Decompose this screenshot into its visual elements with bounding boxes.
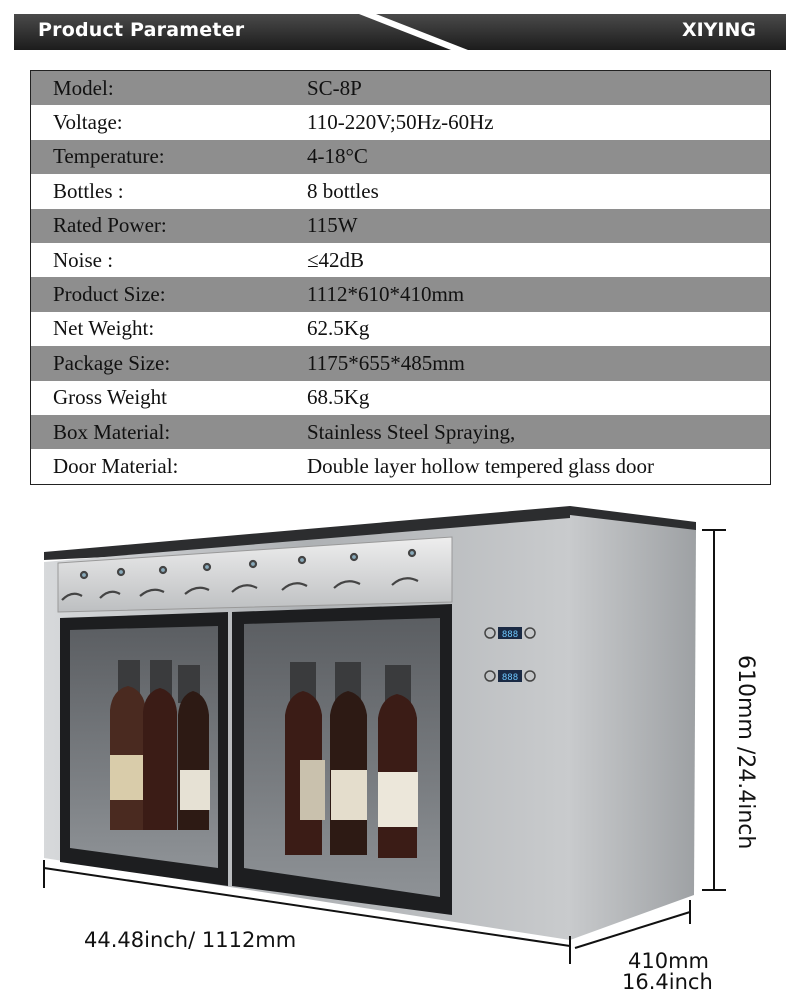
table-row (31, 243, 770, 277)
wine-dispenser-drawing (0, 495, 800, 999)
param-value: 4-18°C (307, 144, 368, 169)
bottles-left (110, 660, 210, 830)
param-label: Noise : (53, 247, 114, 272)
param-value: Double layer hollow tempered glass door (307, 453, 654, 478)
param-label: Rated Power: (53, 213, 167, 238)
param-value: 110-220V;50Hz-60Hz (307, 110, 494, 135)
param-value: 1175*655*485mm (307, 350, 465, 375)
param-value: SC-8P (307, 75, 362, 100)
table-row (31, 415, 770, 449)
table-row (31, 346, 770, 380)
param-label: Gross Weight (53, 385, 168, 410)
table-row (31, 277, 770, 311)
depth-inch-label: 16.4inch (622, 970, 713, 994)
param-value: Stainless Steel Spraying, (307, 419, 516, 444)
table-row (31, 312, 770, 346)
param-label: Bottles : (53, 178, 124, 203)
table-row (31, 140, 770, 174)
parameter-table (30, 70, 771, 485)
param-label: Product Size: (53, 282, 166, 307)
display-readout-top: 888 (501, 630, 519, 640)
height-dimension-label: 610mm /24.4inch (733, 655, 758, 850)
param-value: 115W (307, 213, 358, 238)
param-value: 68.5Kg (307, 385, 370, 410)
param-label: Voltage: (53, 110, 123, 135)
param-value: 8 bottles (307, 178, 379, 203)
param-label: Net Weight: (53, 316, 155, 341)
table-row (31, 381, 770, 415)
width-dimension-label: 44.48inch/ 1112mm (84, 928, 297, 952)
brand-name: XIYING (681, 19, 756, 41)
product-illustration (0, 495, 800, 999)
param-label: Package Size: (53, 350, 171, 375)
display-readout-bottom: 888 (501, 673, 519, 683)
table-row (31, 209, 770, 243)
cabinet-side-panel (570, 515, 696, 940)
table-row (31, 449, 770, 483)
param-label: Door Material: (53, 453, 179, 478)
depth-mm-label: 410mm (628, 949, 709, 973)
table-row (31, 105, 770, 139)
param-label: Box Material: (53, 419, 171, 444)
param-label: Model: (53, 75, 114, 100)
page-title: Product Parameter (38, 19, 245, 41)
table-row (31, 174, 770, 208)
param-value: 1112*610*410mm (307, 282, 465, 307)
param-value: ≤42dB (307, 247, 365, 272)
header-banner (14, 14, 786, 50)
bottles-right (285, 662, 418, 858)
param-label: Temperature: (53, 144, 165, 169)
param-value: 62.5Kg (307, 316, 370, 341)
table-row (31, 71, 770, 105)
